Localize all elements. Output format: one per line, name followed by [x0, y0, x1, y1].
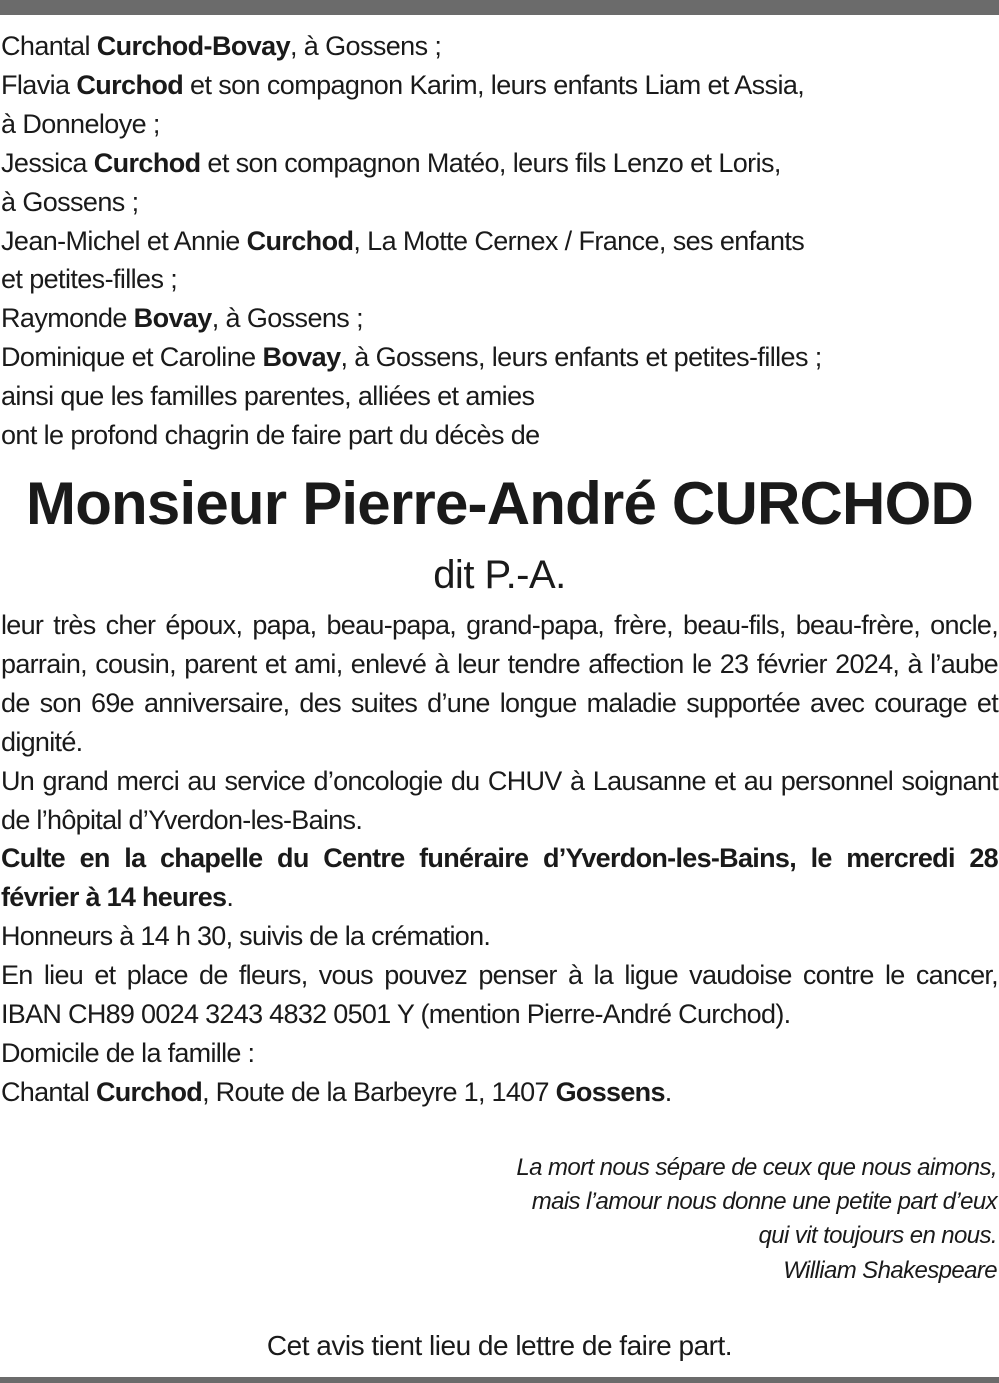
family-surname: Curchod	[93, 147, 201, 178]
domicile-address	[1, 1073, 998, 1112]
deceased-name: Monsieur Pierre-André CURCHOD	[26, 470, 973, 537]
family-firstname: Chantal	[1, 31, 97, 61]
announcement-body	[1, 606, 998, 1112]
top-rule	[0, 0, 999, 15]
quote-line: qui vit toujours en nous.	[758, 1222, 997, 1250]
family-detail: , à Gossens ;	[290, 31, 442, 61]
family-line: à Donneloye ;	[1, 108, 160, 139]
quote-line: mais l’amour nous donne une petite part d’eux	[531, 1188, 997, 1216]
footer-note: Cet avis tient lieu de lettre de faire part.	[266, 1330, 733, 1361]
family-detail: , La Motte Cernex / France, ses enfants	[353, 225, 805, 256]
family-firstname: Flavia	[1, 69, 77, 100]
family-surname: Bovay	[262, 342, 341, 373]
donation-paragraph: En lieu et place de fleurs, vous pouvez penser à la ligue vaudoise contre le cancer, IBAN CH89 0024 3243 4832 0501 Y (mention Pierre-André Curchod).	[1, 960, 998, 1030]
family-line	[1, 222, 991, 261]
family-line	[1, 338, 991, 377]
family-line	[1, 27, 991, 66]
family-line	[1, 144, 991, 183]
domicile-firstname: Chantal	[1, 1076, 96, 1107]
domicile-label: Domicile de la famille :	[1, 1037, 255, 1068]
ceremony-end: .	[226, 882, 234, 913]
family-line: ont le profond chagrin de faire part du décès de	[1, 420, 540, 451]
family-line: et petites-filles ;	[1, 264, 178, 295]
family-surname: Bovay	[133, 303, 212, 334]
family-detail: , à Gossens ;	[211, 303, 363, 334]
family-line: à Gossens ;	[1, 186, 139, 217]
domicile-street: , Route de la Barbeyre 1, 1407	[202, 1076, 556, 1107]
bottom-rule	[0, 1377, 999, 1383]
family-surname: Curchod	[76, 69, 184, 100]
family-firstname: Dominique et Caroline	[1, 342, 263, 373]
family-line: ainsi que les familles parentes, alliées et amies	[1, 381, 535, 412]
thanks-paragraph: Un grand merci au service d’oncologie du CHUV à Lausanne et au personnel soignant de l’hôpital d’Yverdon-les-Bains.	[1, 765, 998, 835]
quote-line: La mort nous sépare de ceux que nous aimons,	[516, 1154, 997, 1181]
quote-block	[397, 1151, 997, 1288]
family-surname: Curchod	[246, 225, 354, 256]
family-line	[1, 299, 991, 338]
domicile-end: .	[664, 1076, 672, 1107]
domicile-surname: Curchod	[95, 1076, 203, 1107]
family-detail: et son compagnon Matéo, leurs fils Lenzo et Loris,	[200, 147, 781, 178]
ceremony-paragraph	[1, 839, 998, 917]
deceased-nickname: dit P.-A.	[433, 553, 566, 597]
tribute-paragraph: leur très cher époux, papa, beau-papa, grand-papa, frère, beau-fils, beau-frère, oncle, parrain, cousin, parent et ami, enlevé à leur tendre affection le 23 février 2024, à l’aube de son 69e anniversaire, des suites d’une longue maladie supportée avec courage et dignité.	[1, 610, 998, 757]
domicile-town: Gossens	[555, 1076, 665, 1107]
family-line	[1, 66, 991, 105]
family-firstname: Raymonde	[1, 303, 134, 334]
honours-paragraph: Honneurs à 14 h 30, suivis de la crémation.	[1, 921, 491, 952]
family-list	[1, 27, 991, 455]
family-firstname: Jessica	[1, 147, 94, 178]
quote-author: William Shakespeare	[783, 1256, 997, 1284]
family-firstname: Jean-Michel et Annie	[1, 225, 247, 256]
family-detail: et son compagnon Karim, leurs enfants Liam et Assia,	[183, 69, 805, 100]
family-detail: , à Gossens, leurs enfants et petites-filles ;	[340, 342, 822, 373]
family-surname: Curchod-Bovay	[96, 31, 290, 61]
ceremony-details: Culte en la chapelle du Centre funéraire d’Yverdon-les-Bains, le mercredi 28 février à 14 heures	[1, 843, 998, 913]
